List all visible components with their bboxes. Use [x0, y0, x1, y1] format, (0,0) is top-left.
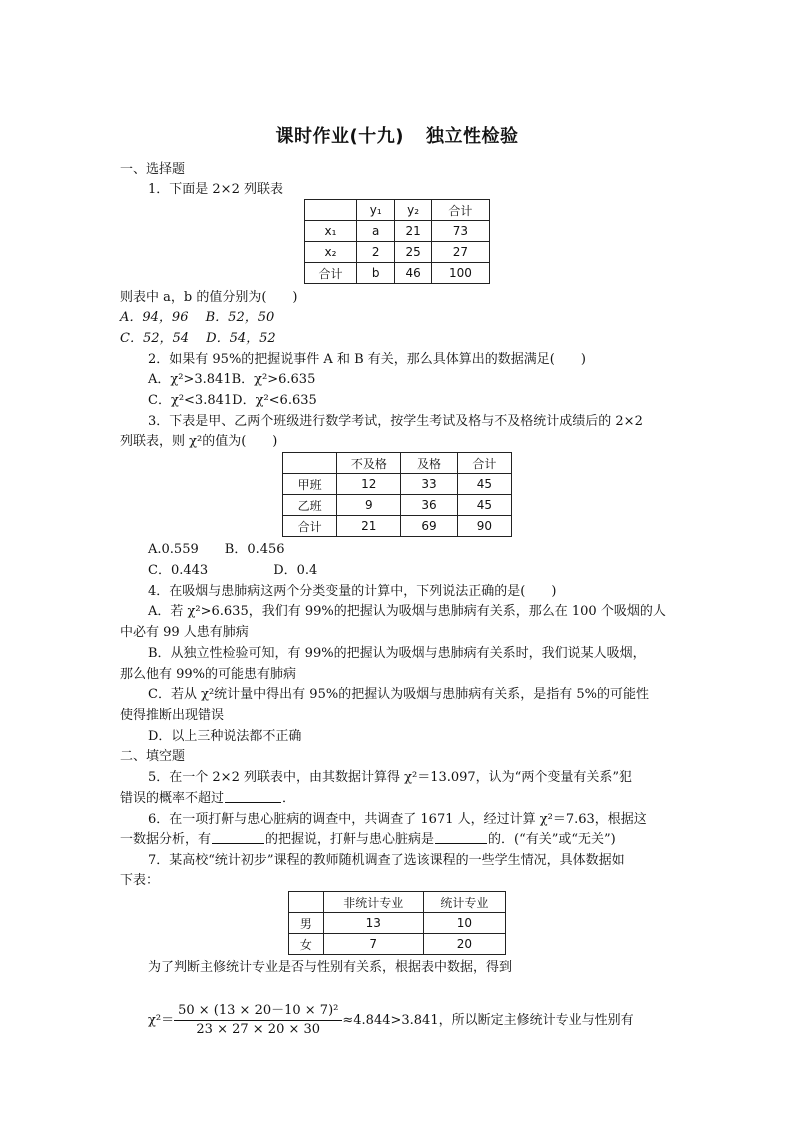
q7-line-3: 为了判断主修统计专业是否与性别有关系，根据表中数据，得到: [148, 960, 513, 975]
formula-fraction: [174, 1002, 342, 1039]
table-cell: [305, 200, 357, 221]
option-d: D．0.4: [273, 563, 318, 578]
table-row: [283, 516, 512, 537]
table-cell: 12: [337, 474, 401, 495]
table-cell: 甲班: [283, 474, 337, 495]
table-row: [283, 495, 512, 516]
table-cell: 46: [395, 263, 431, 284]
chi-square-formula: [148, 1002, 634, 1039]
option-c: C．0.443: [148, 563, 209, 578]
q5-text-end: ．: [282, 791, 296, 806]
table-cell: 45: [457, 495, 511, 516]
table-cell: 合计: [283, 516, 337, 537]
q1-table: [304, 199, 490, 284]
table-row: [305, 221, 490, 242]
q3-options-cd: [148, 561, 317, 581]
q1-options-cd: [120, 329, 276, 349]
q4-option-d: D．以上三种说法都不正确: [148, 729, 302, 744]
option-d: D．χ²<6.635: [232, 393, 317, 408]
table-cell: [283, 453, 337, 474]
option-a: A.0.559: [148, 542, 199, 557]
table-cell: y₂: [395, 200, 431, 221]
table-cell: 7: [323, 934, 423, 955]
table-cell: 合计: [431, 200, 489, 221]
option-b: B．χ²>6.635: [231, 372, 316, 387]
q1-options-ab: [120, 308, 274, 328]
table-cell: 90: [457, 516, 511, 537]
option-d: D．54，52: [206, 331, 276, 346]
table-cell: 21: [337, 516, 401, 537]
option-a: A．94，96: [120, 310, 189, 325]
table-row: [305, 200, 490, 221]
table-cell: y₁: [357, 200, 395, 221]
title-main: 课时作业(十九): [275, 126, 404, 147]
table-cell: 男: [289, 913, 324, 934]
q7-table: [288, 891, 506, 955]
answer-blank[interactable]: [435, 830, 487, 844]
table-cell: 统计专业: [423, 892, 505, 913]
q5-line-1: 5．在一个 2×2 列联表中，由其数据计算得 χ²＝13.097，认为“两个变量有关系”犯: [148, 770, 632, 785]
q2-options-ab: [148, 370, 315, 390]
q6-line-2: [120, 830, 616, 850]
q6-text-3: 的．(“有关”或“无关”): [488, 832, 616, 847]
section-heading-fill: 二、填空题: [120, 749, 186, 764]
table-cell: 10: [423, 913, 505, 934]
q3-table: [282, 452, 512, 537]
section-heading-choice: 一、选择题: [120, 162, 186, 177]
table-cell: 合计: [305, 263, 357, 284]
title-sub: 独立性检验: [425, 126, 519, 147]
table-cell: 2: [357, 242, 395, 263]
answer-blank[interactable]: [225, 789, 281, 803]
option-c: C．52，54: [120, 331, 190, 346]
option-a: A．χ²>3.841: [148, 372, 232, 387]
formula-numerator: 50 × (13 × 20－10 × 7)²: [174, 1002, 342, 1021]
table-cell: 乙班: [283, 495, 337, 516]
table-cell: 9: [337, 495, 401, 516]
q1-stem: 1．下面是 2×2 列联表: [148, 182, 283, 197]
table-cell: 45: [457, 474, 511, 495]
table-row: [305, 263, 490, 284]
q3-stem-2: 列联表，则 χ²的值为( ): [120, 434, 278, 449]
table-cell: 不及格: [337, 453, 401, 474]
table-row: [289, 892, 506, 913]
q5-line-2: [120, 789, 295, 809]
table-cell: 25: [395, 242, 431, 263]
option-b: B．52，50: [205, 310, 275, 325]
q5-text: 错误的概率不超过: [120, 791, 225, 806]
answer-blank[interactable]: [212, 830, 264, 844]
table-cell: b: [357, 263, 395, 284]
table-cell: 21: [395, 221, 431, 242]
table-cell: 合计: [457, 453, 511, 474]
q4-option-c-2: 使得推断出现错误: [120, 708, 225, 723]
formula-lhs: χ²＝: [148, 1013, 175, 1028]
table-cell: [289, 892, 324, 913]
q2-options-cd: [148, 391, 317, 411]
table-cell: 33: [401, 474, 457, 495]
table-cell: x₂: [305, 242, 357, 263]
q1-ask: 则表中 a，b 的值分别为( ): [120, 290, 298, 305]
q6-line-1: 6．在一项打鼾与患心脏病的调查中，共调查了 1671 人，经过计算 χ²＝7.63，根据这: [148, 812, 647, 827]
table-cell: 非统计专业: [323, 892, 423, 913]
option-b: B．0.456: [224, 542, 285, 557]
table-row: [283, 453, 512, 474]
q2-stem: 2．如果有 95%的把握说事件 A 和 B 有关，那么具体算出的数据满足( ): [148, 352, 586, 367]
q4-option-b-1: B．从独立性检验可知，有 99%的把握认为吸烟与患肺病有关系时，我们说某人吸烟，: [148, 646, 646, 661]
table-cell: 20: [423, 934, 505, 955]
q4-option-b-2: 那么他有 99%的可能患有肺病: [120, 667, 297, 682]
table-cell: 27: [431, 242, 489, 263]
table-cell: 69: [401, 516, 457, 537]
table-cell: a: [357, 221, 395, 242]
q4-option-a-2: 中必有 99 人患有肺病: [120, 625, 249, 640]
table-cell: x₁: [305, 221, 357, 242]
option-c: C．χ²<3.841: [148, 393, 233, 408]
table-cell: 73: [431, 221, 489, 242]
table-cell: 及格: [401, 453, 457, 474]
q3-options-ab: [148, 540, 285, 560]
table-row: [289, 934, 506, 955]
table-row: [305, 242, 490, 263]
formula-denominator: 23 × 27 × 20 × 30: [196, 1022, 321, 1037]
q3-stem-1: 3．下表是甲、乙两个班级进行数学考试，按学生考试及格与不及格统计成绩后的 2×2: [148, 414, 643, 429]
table-row: [283, 474, 512, 495]
q7-line-1: 7．某高校“统计初步”课程的教师随机调查了选该课程的一些学生情况，具体数据如: [148, 853, 625, 868]
q4-option-a-1: A．若 χ²>6.635，我们有 99%的把握认为吸烟与患肺病有关系，那么在 100 个吸烟的人: [148, 604, 666, 619]
q4-option-c-1: C．若从 χ²统计量中得出有 95%的把握认为吸烟与患肺病有关系，是指有 5%的可能性: [148, 687, 649, 702]
formula-rhs: ≈4.844>3.841，所以断定主修统计专业与性别有: [342, 1013, 634, 1028]
table-cell: 36: [401, 495, 457, 516]
table-cell: 100: [431, 263, 489, 284]
q4-stem: 4．在吸烟与患肺病这两个分类变量的计算中，下列说法正确的是( ): [148, 584, 557, 599]
table-cell: 13: [323, 913, 423, 934]
q6-text-1: 一数据分析，有: [120, 832, 212, 847]
page-title: [0, 122, 794, 148]
q6-text-2: 的把握说，打鼾与患心脏病是: [265, 832, 435, 847]
table-cell: 女: [289, 934, 324, 955]
table-row: [289, 913, 506, 934]
q7-line-2: 下表：: [120, 873, 160, 888]
